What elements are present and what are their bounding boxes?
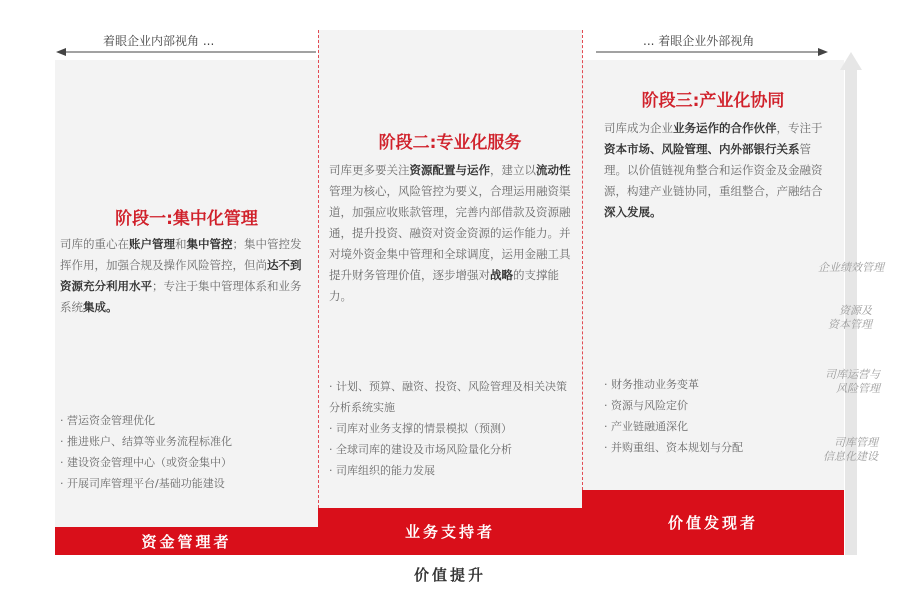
stage-3-bullets bbox=[604, 374, 824, 458]
stage-1-description: 司库的重心在账户管理和集中管控；集中管控发挥作用，加强合规及操作风险管控，但尚达不到资源充分利用水平；专注于集中管理体系和业务系统集成。 bbox=[60, 237, 302, 314]
stage-3-title: 阶段三:产业化协同 bbox=[641, 91, 785, 111]
list-item: · 推进账户、结算等业务流程标准化 bbox=[60, 431, 310, 452]
stage-1-title: 阶段一:集中化管理 bbox=[115, 209, 258, 229]
role-bar-fund-manager: 资金管理者 bbox=[55, 527, 318, 555]
value-up-arrow-icon bbox=[836, 50, 866, 555]
role-bar-business-supporter: 业务支持者 bbox=[318, 508, 582, 555]
side-label-operations: 司库运营与 风险管理 bbox=[825, 368, 880, 395]
side-label-capital: 资源及 资本管理 bbox=[828, 304, 872, 331]
list-item: · 司库对业务支撑的情景模拟（预测） bbox=[329, 418, 574, 439]
list-item: · 计划、预算、融资、投资、风险管理及相关决策分析系统实施 bbox=[329, 376, 574, 418]
list-item: · 全球司库的建设及市场风险量化分析 bbox=[329, 439, 574, 460]
list-item: · 并购重组、资本规划与分配 bbox=[604, 437, 824, 458]
stage-3-description: 司库成为企业业务运作的合作伙伴，专注于资本市场、风险管理、内外部银行关系管理。以价值链视角整合和运作资金及金融资源，构建产业链协同，重组整合，产融结合深入发展。 bbox=[604, 121, 823, 219]
divider-line-1 bbox=[318, 30, 319, 508]
value-enhancement-label: 价值提升 bbox=[413, 566, 486, 584]
stage-2-title: 阶段二:专业化服务 bbox=[378, 133, 522, 153]
side-label-informatization: 司库管理 信息化建设 bbox=[823, 436, 878, 463]
external-perspective-label: ... 着眼企业外部视角 bbox=[643, 34, 755, 48]
list-item: · 资源与风险定价 bbox=[604, 395, 824, 416]
stage-2-bullets bbox=[329, 376, 574, 481]
internal-perspective-label: 着眼企业内部视角 ... bbox=[103, 34, 215, 48]
stage-2-description: 司库更多要关注资源配置与运作，建立以流动性管理为核心，风险管控为要义，合理运用融资渠道，加强应收账款管理，完善内部借款及资源融通，提升投资、融资对资金资源的运作能力。并对境外资金集中管理和全球调度，运用金融工具提升财务管理价值，逐步增强对战略的支撑能力。 bbox=[329, 163, 571, 303]
list-item: · 营运资金管理优化 bbox=[60, 410, 310, 431]
list-item: · 建设资金管理中心（或资金集中） bbox=[60, 452, 310, 473]
left-arrow-icon bbox=[56, 48, 316, 56]
stage-1-bullets bbox=[60, 410, 310, 494]
list-item: · 产业链融通深化 bbox=[604, 416, 824, 437]
list-item: · 财务推动业务变革 bbox=[604, 374, 824, 395]
list-item: · 开展司库管理平台/基础功能建设 bbox=[60, 473, 310, 494]
right-arrow-icon bbox=[596, 48, 828, 56]
list-item: · 司库组织的能力发展 bbox=[329, 460, 574, 481]
role-bar-value-discoverer: 价值发现者 bbox=[582, 490, 844, 555]
side-label-performance: 企业绩效管理 bbox=[818, 261, 884, 274]
